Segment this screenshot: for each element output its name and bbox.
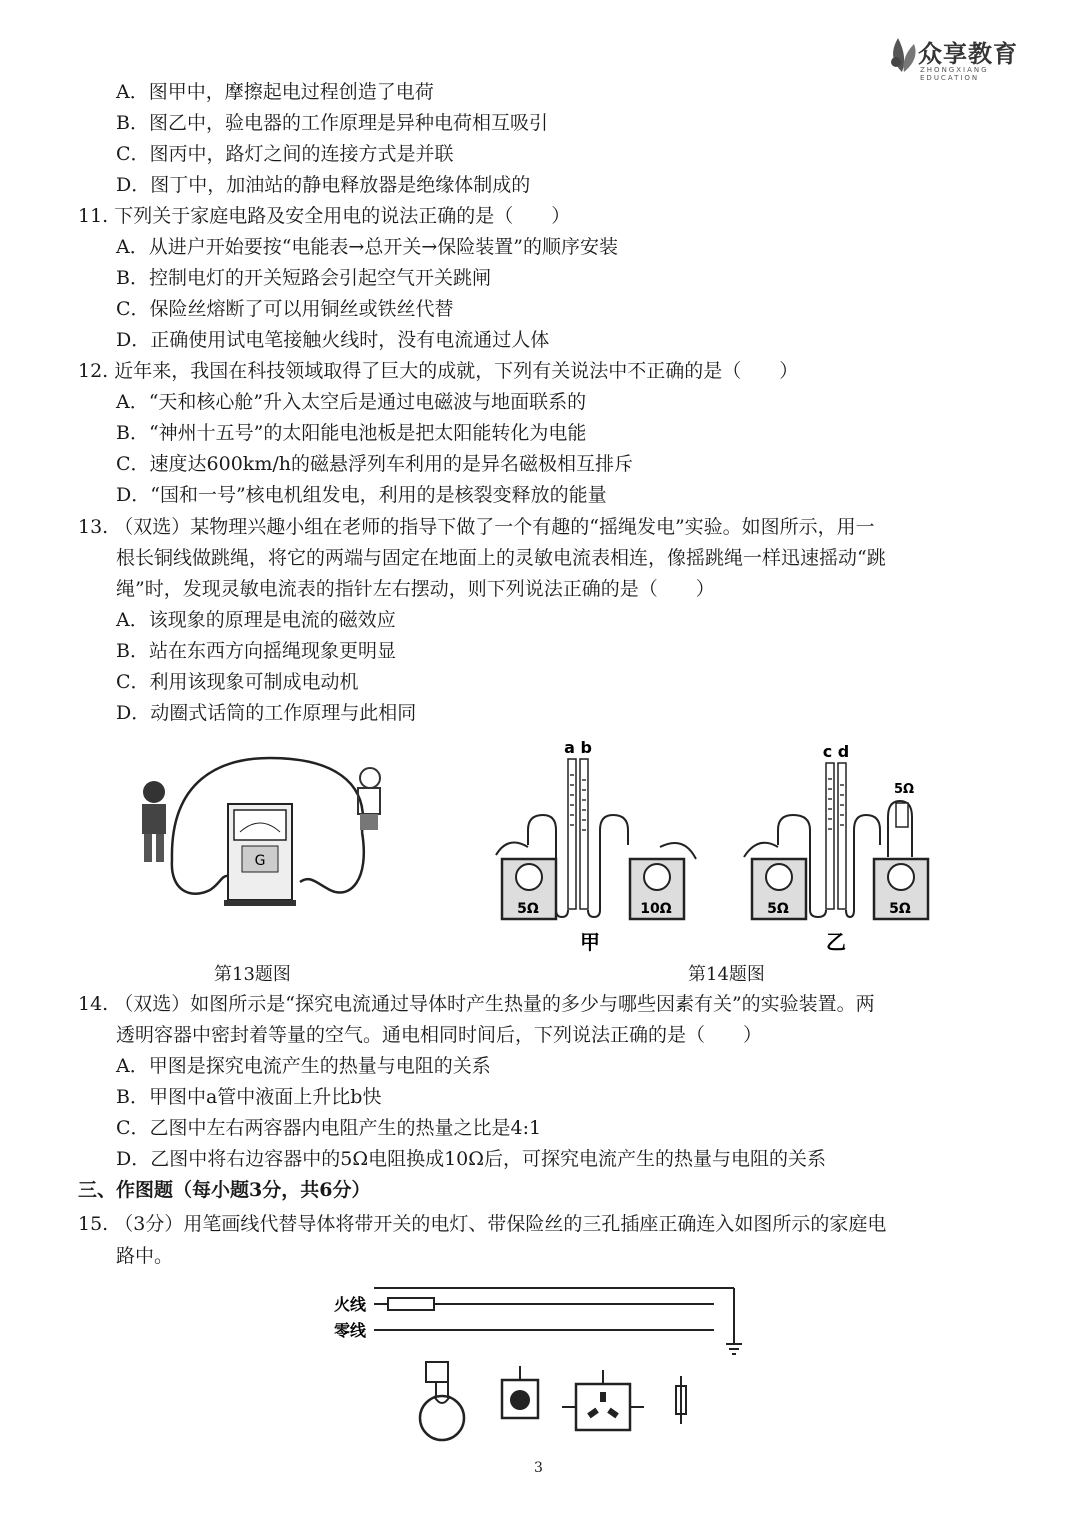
- q13-stem-1: 13. （双选）某物理兴趣小组在老师的指导下做了一个有趣的“摇绳发电”实验。如图所示，用一: [78, 516, 875, 538]
- q13-option-c: C．利用该现象可制成电动机: [116, 671, 359, 693]
- q14-stem-2: 透明容器中密封着等量的空气。通电相同时间后，下列说法正确的是（ ）: [116, 1024, 763, 1046]
- section-heading: 三、作图题（每小题3分，共6分）: [78, 1179, 371, 1201]
- q10-option-a: A．图甲中，摩擦起电过程创造了电荷: [116, 81, 434, 103]
- resistor-10: 10Ω: [640, 901, 672, 917]
- q11-option-b: B．控制电灯的开关短路会引起空气开关跳闸: [116, 267, 491, 289]
- q11-option-d: D．正确使用试电笔接触火线时，没有电流通过人体: [116, 329, 550, 351]
- q15-stem-2: 路中。: [116, 1245, 174, 1267]
- resistor-5-yi-right: 5Ω: [889, 901, 911, 917]
- resistor-5-external: 5Ω: [893, 782, 915, 797]
- fuse-icon: [676, 1376, 686, 1424]
- meter-label: G: [254, 853, 266, 869]
- q10-option-b: B．图乙中，验电器的工作原理是异种电荷相互吸引: [116, 112, 548, 134]
- q14-option-b: B．甲图中a管中液面上升比b快: [116, 1086, 382, 1108]
- q14-stem-1: 14. （双选）如图所示是“探究电流通过导体时产生热量的多少与哪些因素有关”的实验装置。两: [78, 993, 875, 1015]
- q13-option-d: D．动圈式话筒的工作原理与此相同: [116, 702, 417, 724]
- figure-13-caption: 第13题图: [214, 964, 291, 985]
- q11-option-a: A．从进户开始要按“电能表→总开关→保险装置”的顺序安装: [116, 236, 618, 258]
- figure-14-yi: [738, 735, 958, 955]
- label-jia: 甲: [580, 930, 600, 954]
- tube-label-cd: c d: [822, 742, 850, 761]
- figure-14-caption: 第14题图: [688, 964, 765, 985]
- page-number: 3: [534, 1460, 543, 1476]
- left-child-figure: [142, 781, 166, 862]
- switch-icon: [502, 1366, 538, 1418]
- leaf-logo-icon: [888, 32, 918, 76]
- tube-label-ab: a b: [564, 738, 592, 757]
- q13-stem-2: 根长铜线做跳绳，将它的两端与固定在地面上的灵敏电流表相连，像摇跳绳一样迅速摇动“跳: [116, 547, 886, 569]
- figure-14-jia: [488, 735, 708, 955]
- q15-stem-1: 15. （3分）用笔画线代替导体将带开关的电灯、带保险丝的三孔插座正确连入如图所示的家庭电: [78, 1213, 887, 1235]
- q13-option-b: B．站在东西方向摇绳现象更明显: [116, 640, 396, 662]
- resistor-5-left: 5Ω: [517, 901, 539, 917]
- galvanometer: [224, 804, 296, 906]
- q10-option-c: C．图丙中，路灯之间的连接方式是并联: [116, 143, 454, 165]
- neutral-wire-label: 零线: [334, 1321, 367, 1340]
- q14-option-d: D．乙图中将右边容器中的5Ω电阻换成10Ω后，可探究电流产生的热量与电阻的关系: [116, 1148, 827, 1170]
- q13-option-a: A．该现象的原理是电流的磁效应: [116, 609, 396, 631]
- live-wire-label: 火线: [334, 1295, 367, 1314]
- figure-15-household-circuit: [330, 1280, 750, 1450]
- lamp-icon: [420, 1362, 464, 1440]
- brand-logo: [888, 28, 1018, 80]
- logo-name: 众享教育: [918, 40, 1018, 68]
- q13-stem-3: 绳”时，发现灵敏电流表的指针左右摆动，则下列说法正确的是（ ）: [116, 578, 715, 600]
- q11-stem: 11. 下列关于家庭电路及安全用电的说法正确的是（ ）: [78, 205, 571, 227]
- q14-option-c: C．乙图中左右两容器内电阻产生的热量之比是4:1: [116, 1117, 542, 1139]
- logo-sub: ZHONGXIANG EDUCATION: [920, 66, 989, 82]
- label-yi: 乙: [826, 930, 846, 954]
- q12-option-d: D．“国和一号”核电机组发电，利用的是核裂变释放的能量: [116, 484, 607, 506]
- q12-stem: 12. 近年来，我国在科技领域取得了巨大的成就，下列有关说法中不正确的是（ ）: [78, 360, 799, 382]
- three-pin-socket-icon: [562, 1370, 644, 1430]
- fuse-on-live: [388, 1298, 434, 1310]
- resistor-5-yi-left: 5Ω: [767, 901, 789, 917]
- q12-option-a: A．“天和核心舱”升入太空后是通过电磁波与地面联系的: [116, 391, 587, 413]
- q12-option-c: C．速度达600km/h的磁悬浮列车利用的是异名磁极相互排斥: [116, 453, 633, 475]
- q11-option-c: C．保险丝熔断了可以用铜丝或铁丝代替: [116, 298, 454, 320]
- q14-option-a: A．甲图是探究电流产生的热量与电阻的关系: [116, 1055, 491, 1077]
- q10-option-d: D．图丁中，加油站的静电释放器是绝缘体制成的: [116, 174, 531, 196]
- q12-option-b: B．“神州十五号”的太阳能电池板是把太阳能转化为电能: [116, 422, 587, 444]
- right-child-figure: [358, 768, 380, 830]
- figure-13-rope-swing: [130, 740, 410, 930]
